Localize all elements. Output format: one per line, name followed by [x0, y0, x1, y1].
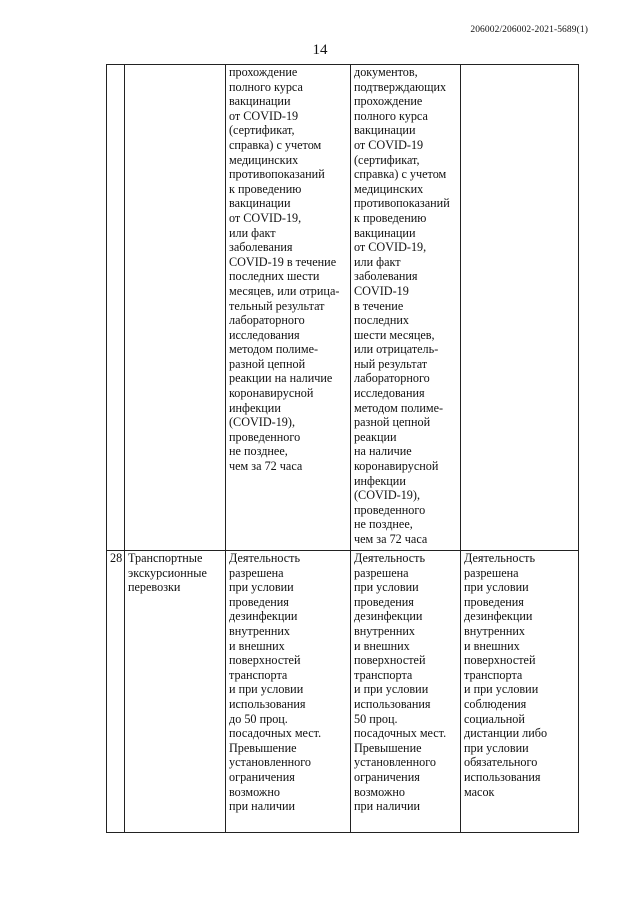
condition-cell-a: прохождение полного курса вакцинации от COVID-19 (сертификат, справка) с учетом медицинских противопоказаний к проведению вакцинации от COVID-19, или факт заболевания COVID-19 в течение последних шести месяцев, или отрица- тельный результат лабораторного исследования методом полиме- разной цепной реакции на наличие коронавирусной инфекции (COVID-19), проведенного не позднее, чем за 72 часа: [226, 65, 351, 551]
document-id: 206002/206002-2021-5689(1): [470, 25, 588, 35]
condition-cell-b: Деятельность разрешена при условии проведения дезинфекции внутренних и внешних поверхностей транспорта и при условии использования 50 проц. посадочных мест. Превышение установленного ограничения возможно при наличии: [351, 551, 461, 833]
row-number-cell: 28: [107, 551, 125, 833]
condition-cell-b: документов, подтверждающих прохождение полного курса вакцинации от COVID-19 (сертификат, справка) с учетом медицинских противопоказаний к проведению вакцинации от COVID-19, или факт заболевания COVID-19 в течение последних шести месяцев, или отрицатель- ный результат лабораторного исследования методом полиме- разной цепной реакции на наличие коронавирусной инфекции (COVID-19), проведенного не позднее, чем за 72 часа: [351, 65, 461, 551]
condition-cell-a: Деятельность разрешена при условии проведения дезинфекции внутренних и внешних поверхностей транспорта и при условии использования до 50 проц. посадочных мест. Превышение установленного ограничения возможно при наличии: [226, 551, 351, 833]
condition-cell-c: Деятельность разрешена при условии проведения дезинфекции внутренних и внешних поверхностей транспорта и при условии соблюдения социальной дистанции либо при условии обязательного использования масок: [461, 551, 579, 833]
activity-name-cell: [125, 65, 226, 551]
table-row: [107, 65, 579, 551]
table-row: [107, 551, 579, 833]
row-number-cell: [107, 65, 125, 551]
regulation-table: [106, 64, 579, 833]
activity-name-cell: Транспортные экскурсионные перевозки: [125, 551, 226, 833]
page-number: 14: [312, 42, 328, 58]
condition-cell-c: [461, 65, 579, 551]
